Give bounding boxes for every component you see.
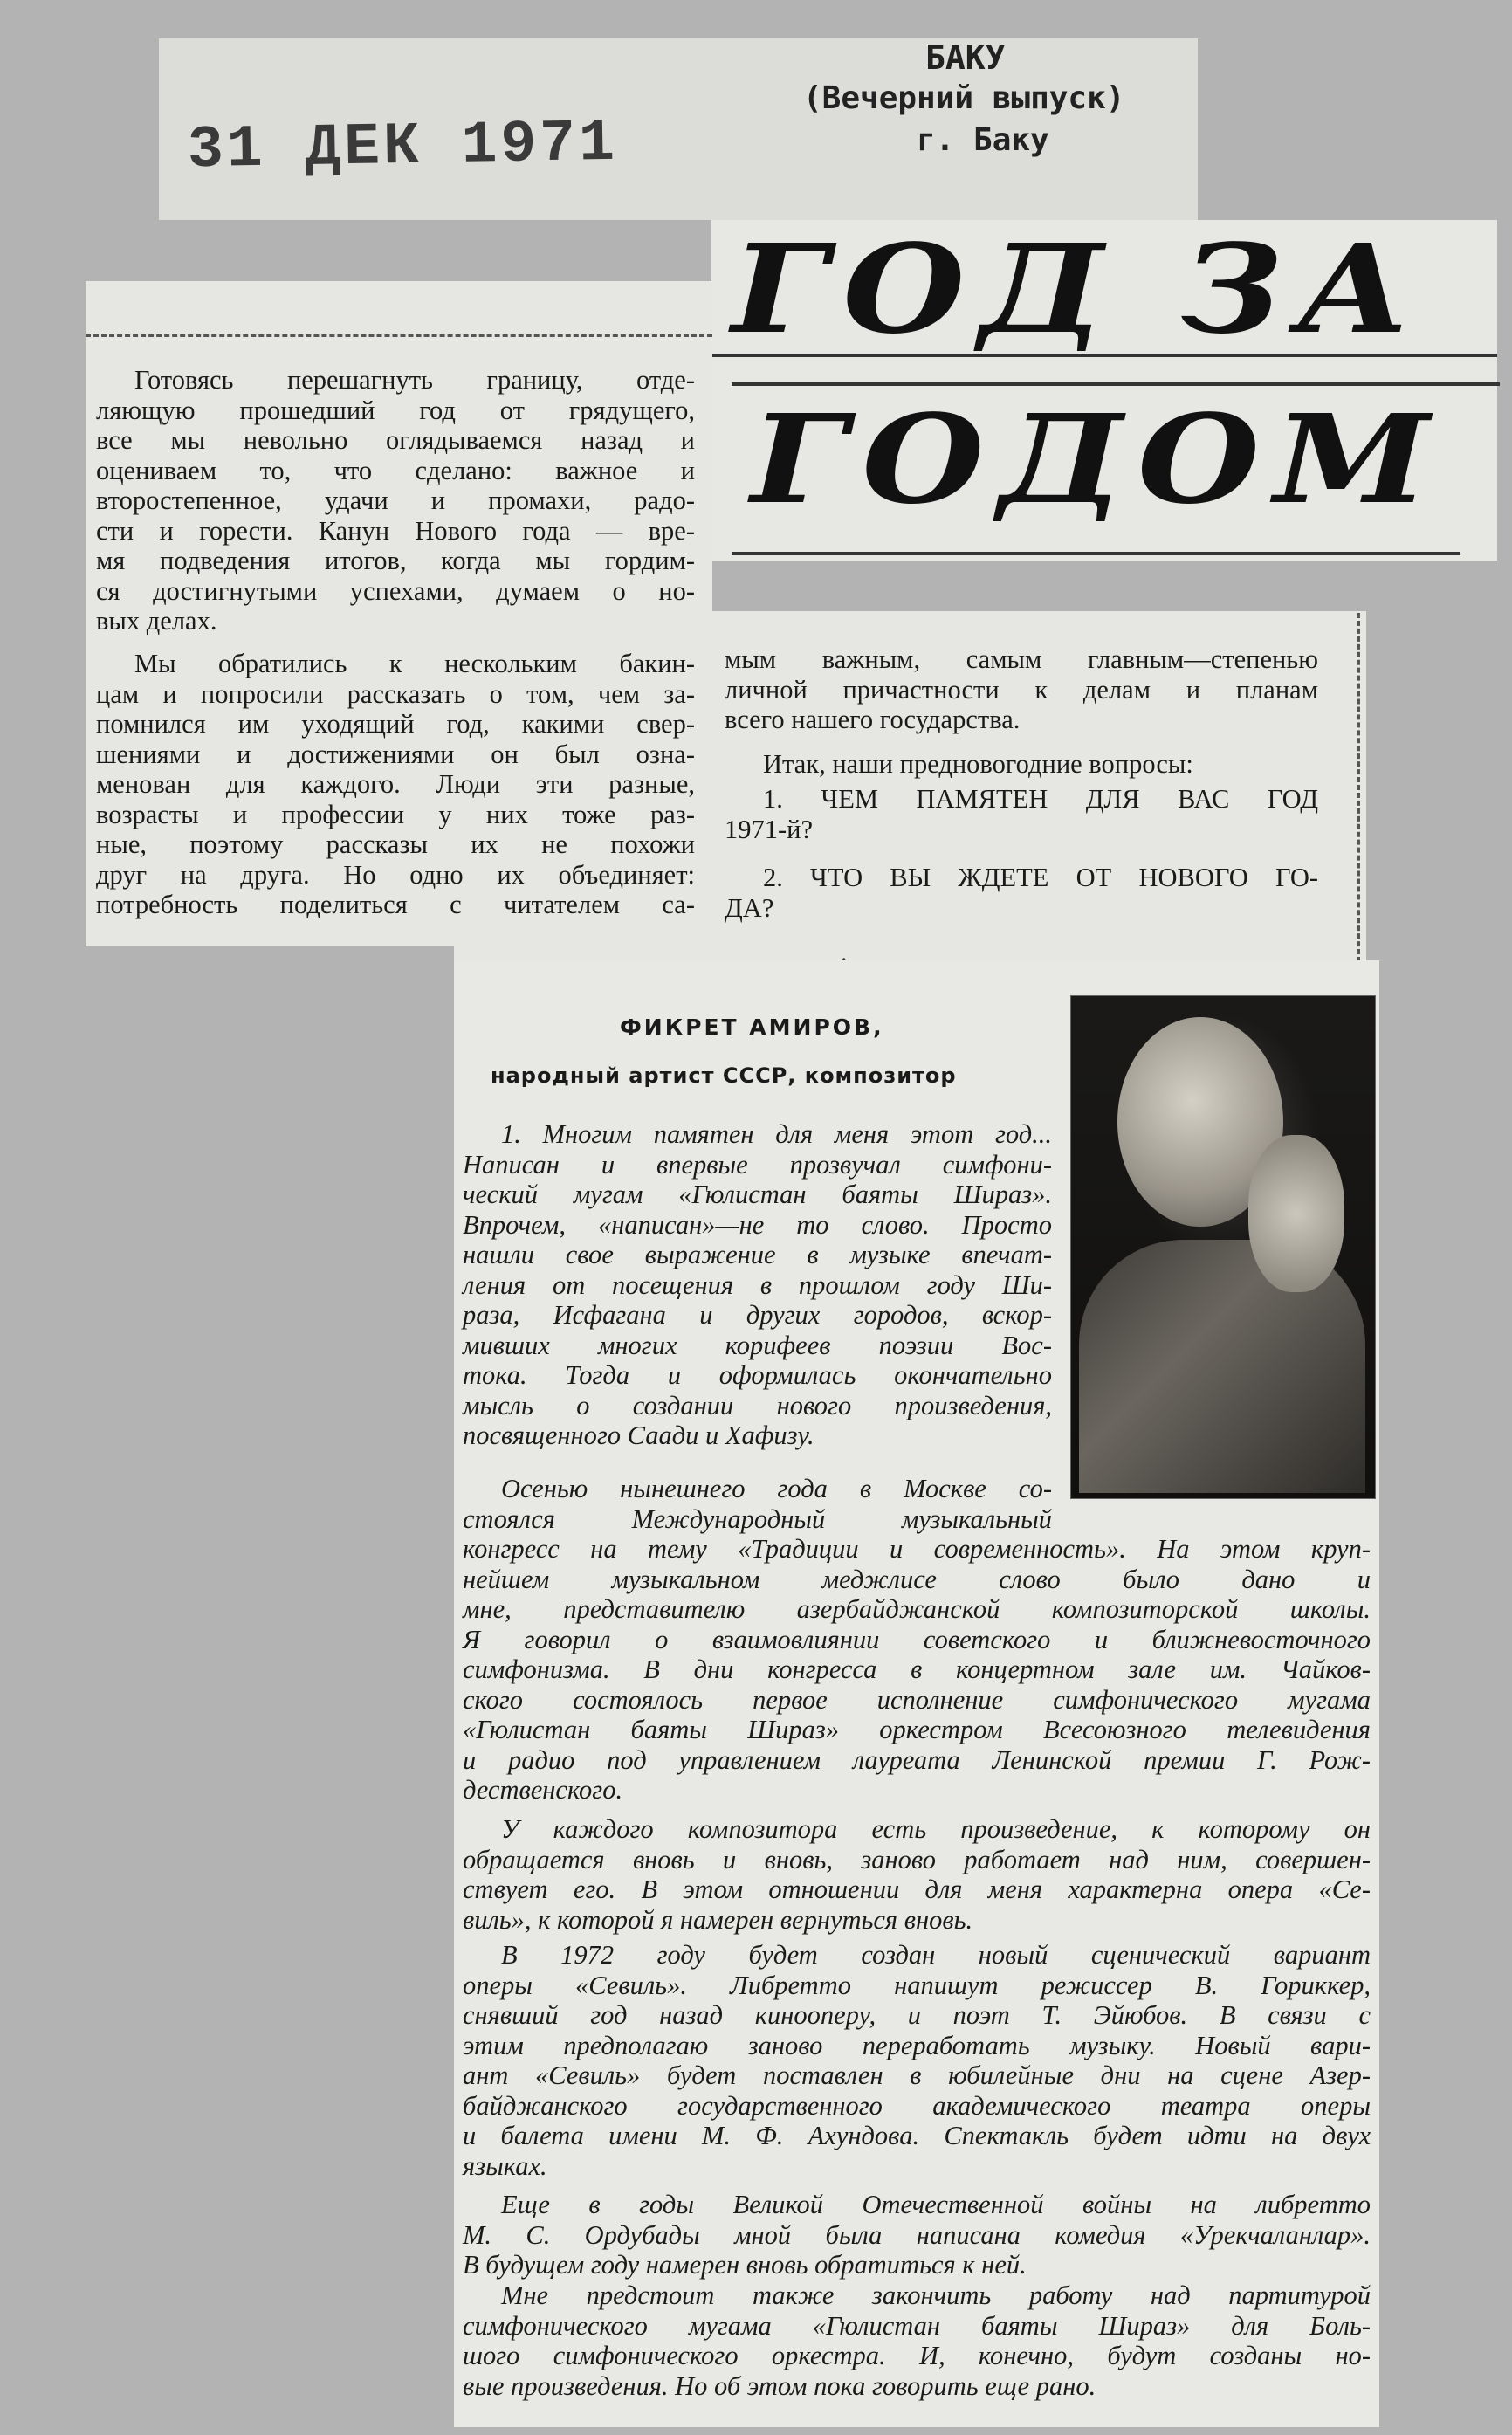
line: Еще в годы Великой Отечественной войны на либретто [501, 2190, 1371, 2219]
line: конгресс на тему «Традиции и современность». На этом круп- [463, 1534, 1371, 1564]
line: виль», к которой я намерен вернуться вновь. [463, 1904, 973, 1935]
line: всего нашего государства. [725, 705, 1021, 734]
article-paragraph-5 [463, 2190, 1371, 2280]
article-paragraph-3 [463, 1814, 1371, 1935]
line: тока. Тогда и оформилась окончательно [463, 1360, 1052, 1390]
line: байджанского государственного академического театра оперы [463, 2090, 1371, 2121]
line: 1. ЧЕМ ПАМЯТЕН ДЛЯ ВАС ГОД [763, 784, 1318, 814]
line: раза, Исфагана и других городов, вскор- [463, 1300, 1052, 1330]
line: этим предполагаю заново переработать музыку. Новый вари- [463, 2030, 1371, 2060]
line: нейшем музыкальном меджлисе слово было дано и [463, 1564, 1371, 1594]
line: Мы обратились к нескольким бакин- [134, 649, 695, 678]
line: возрасты и профессии у них тоже раз- [96, 799, 695, 829]
line: ные, поэтому рассказы их не похожи [96, 829, 695, 859]
line: ления от посещения в прошлом году Ши- [463, 1269, 1052, 1300]
headline-line-2: ГОДОМ [751, 389, 1444, 532]
line: мысль о создании нового произведения, [463, 1390, 1052, 1420]
date-stamp: 31 ДЕК 1971 [187, 109, 619, 185]
line: мивших многих корифеев поэзии Вос- [463, 1330, 1052, 1360]
line: Готовясь перешагнуть границу, отде- [134, 365, 695, 395]
newspaper-edition: (Вечерний выпуск) [803, 80, 1125, 116]
author-role: народный артист СССР, композитор [491, 1063, 957, 1088]
line: ского состоялось первое исполнение симфонического мугама [463, 1684, 1371, 1715]
line: стоялся Международный музыкальный [463, 1503, 1052, 1534]
newspaper-city: БАКУ [925, 38, 1006, 77]
author-name: ФИКРЕТ АМИРОВ, [620, 1015, 884, 1040]
line: Мне предстоит также закончить работу над партитурой [501, 2280, 1371, 2310]
line: помнился им уходящий год, какими свер- [96, 709, 695, 739]
line: оперы «Севиль». Либретто напишут режиссер В. Гориккер, [463, 1970, 1371, 2000]
line: второстепенное, удачи и промахи, радо- [96, 485, 695, 515]
line: В будущем году намерен вновь обратиться к ней. [463, 2250, 1027, 2280]
title-rule-bottom [732, 552, 1460, 555]
line: мне, представителю азербайджанской композиторской школы. [463, 1594, 1371, 1624]
intro-paragraph-4 [725, 749, 1318, 780]
line: и балета имени М. Ф. Ахундова. Спектакль будет идти на двух [463, 2121, 1371, 2150]
line: вые произведения. Но об этом пока говорить еще рано. [463, 2370, 1096, 2401]
headline-line-1: ГОД ЗА [732, 218, 1426, 361]
line: У каждого композитора есть произведение, к которому он [501, 1814, 1371, 1844]
line: 1971-й? [725, 814, 814, 844]
article-paragraph-1 [463, 1119, 1052, 1451]
article-paragraph-2-top [463, 1474, 1052, 1534]
line: личной причастности к делам и планам [725, 674, 1318, 705]
line: Я говорил о взаимовлиянии советского и ближневосточного [463, 1624, 1371, 1654]
intro-dashed-border-right [1357, 613, 1360, 962]
line: Написан и впервые прозвучал симфони- [463, 1149, 1052, 1180]
line: посвященного Саади и Хафизу. [463, 1420, 814, 1450]
intro-paragraph-2 [96, 649, 695, 920]
line: 2. ЧТО ВЫ ЖДЕТЕ ОТ НОВОГО ГО- [763, 863, 1318, 892]
newspaper-town: г. Баку [917, 122, 1049, 158]
question-1 [725, 784, 1318, 844]
line: цам и попросили рассказать о том, чем за- [96, 678, 695, 709]
article-paragraph-6 [463, 2280, 1371, 2401]
line: 1. Многим памятен для меня этот год... [501, 1119, 1052, 1149]
line: языках. [463, 2150, 547, 2181]
line: симфонизма. В дни конгресса в концертном зале им. Чайков- [463, 1654, 1371, 1684]
line: шого симфонического оркестра. И, конечно, будут созданы но- [463, 2341, 1371, 2370]
line: ствует его. В этом отношении для меня характерна опера «Се- [463, 1874, 1371, 1904]
line: шениями и достижениями он был озна- [96, 739, 695, 769]
line: В 1972 году будет создан новый сценический вариант [501, 1940, 1371, 1970]
line: ческий мугам «Гюлистан баяты Шираз». [463, 1180, 1052, 1209]
line: друг на друга. Но одно их объединяет: [96, 859, 695, 890]
article-paragraph-4 [463, 1940, 1371, 2181]
line: оцениваем то, что сделано: важное и [96, 455, 695, 485]
line: ДА? [725, 892, 774, 923]
line: ляющую прошедший год от грядущего, [96, 395, 695, 425]
line: мым важным, самым главным—степенью [725, 644, 1318, 674]
line: нашли свое выражение в музыке впечат- [463, 1240, 1052, 1269]
line: Впрочем, «написан»—не то слово. Просто [463, 1209, 1052, 1240]
intro-dashed-border [86, 334, 712, 337]
article-paragraph-2 [463, 1534, 1371, 1806]
line: симфонического мугама «Гюлистан баяты Шираз» для Боль- [463, 2310, 1371, 2341]
line: снявший год назад кинооперу, и поэт Т. Эйюбов. В связи с [463, 2000, 1371, 2030]
line: обращается вновь и вновь, заново работает над ним, совершен- [463, 1844, 1371, 1874]
line: «Гюлистан баяты Шираз» оркестром Всесоюзного телевидения [463, 1715, 1371, 1744]
intro-paragraph-1 [96, 365, 695, 636]
title-rule-middle [732, 382, 1500, 386]
line: мя подведения итогов, когда мы гордим- [96, 546, 695, 575]
intro-paragraph-3 [725, 644, 1318, 735]
line: все мы невольно оглядываемся назад и [96, 425, 695, 455]
line: менован для каждого. Люди эти разные, [96, 769, 695, 799]
line: потребность поделиться с читателем са- [96, 890, 695, 919]
portrait-hand [1248, 1135, 1344, 1292]
line: и радио под управлением лауреата Ленинской премии Г. Рож- [463, 1744, 1371, 1775]
line: ся достигнутыми успехами, думаем о но- [96, 575, 695, 606]
line: ант «Севиль» будет поставлен в юбилейные дни на сцене Азер- [463, 2060, 1371, 2090]
line: вых делах. [96, 606, 217, 636]
line: дественского. [463, 1775, 623, 1805]
line: Осенью нынешнего года в Москве со- [501, 1474, 1052, 1503]
line: М. С. Ордубады мной была написана комедия «Урекчаланлар». [463, 2219, 1371, 2250]
line: сти и горести. Канун Нового года — вре- [96, 515, 695, 546]
line: Итак, наши предновогодние вопросы: [763, 749, 1193, 779]
question-2 [725, 863, 1318, 923]
